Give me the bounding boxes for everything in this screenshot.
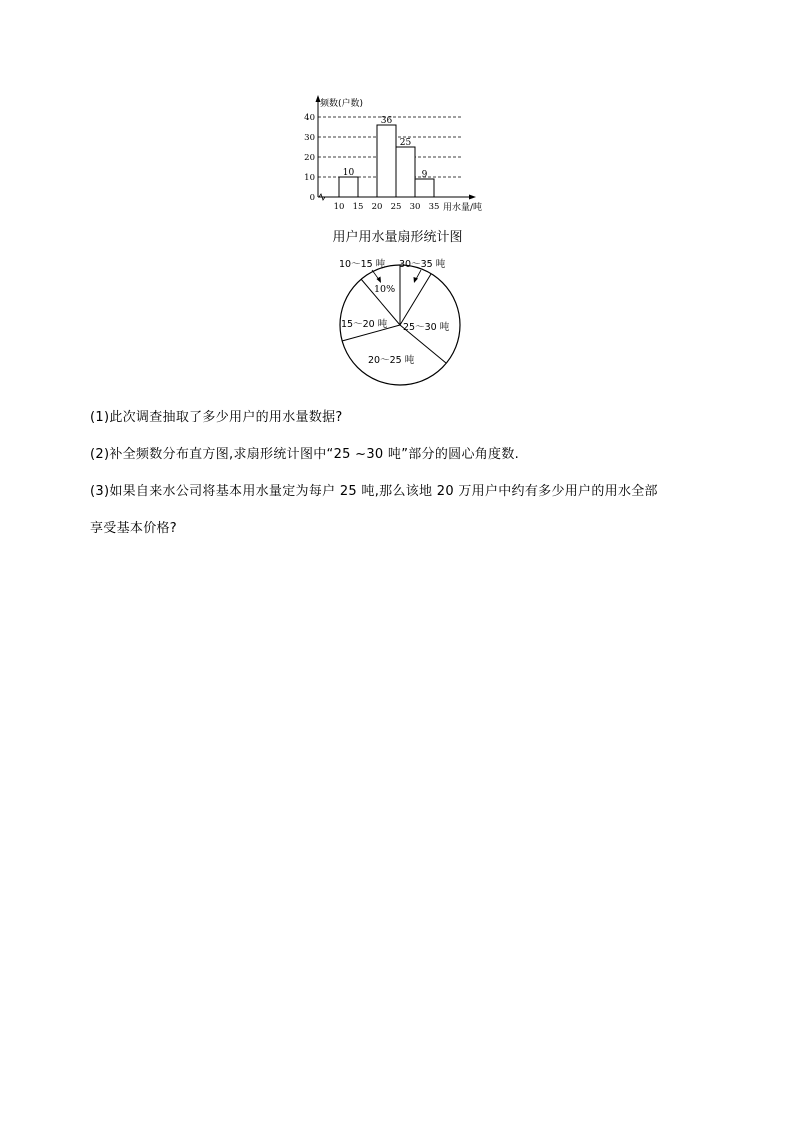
- slice-label-15-20: 15～20 吨: [341, 319, 388, 330]
- slice-label-20-25: 20～25 吨: [368, 355, 415, 366]
- slice-label-30-35: 30～35 吨: [399, 259, 446, 270]
- slice-percent-10-15: 10%: [374, 284, 396, 295]
- x-axis-label: 用水量/吨: [443, 203, 483, 213]
- arrow-head-icon: [414, 277, 419, 283]
- slice-label-10-15: 10～15 吨: [339, 259, 386, 270]
- bar-30-35: [415, 179, 434, 197]
- y-tick-10: 10: [304, 173, 315, 183]
- x-tick-10: 10: [333, 202, 345, 212]
- x-tick-20: 20: [371, 202, 383, 212]
- x-tick-15: 15: [352, 202, 364, 212]
- bar-label-10-15: 10: [342, 168, 355, 178]
- bar-25-30: [396, 147, 415, 197]
- y-tick-0: 0: [309, 193, 315, 203]
- x-tick-25: 25: [390, 202, 402, 212]
- question-1: (1)此次调查抽取了多少用户的用水量数据?: [90, 410, 343, 425]
- pie-divider-30-35-end: [400, 274, 431, 325]
- x-tick-35: 35: [428, 202, 440, 212]
- bar-label-30-35: 9: [421, 170, 428, 180]
- question-3-line-2: 享受基本价格?: [90, 521, 177, 536]
- bar-20-25: [377, 125, 396, 197]
- x-tick-30: 30: [409, 202, 421, 212]
- question-3-line-1: (3)如果自来水公司将基本用水量定为每户 25 吨,那么该地 20 万用户中约有多少用户的用水全部: [90, 484, 658, 499]
- question-2: (2)补全频数分布直方图,求扇形统计图中“25 ~30 吨”部分的圆心角度数.: [90, 447, 520, 462]
- frequency-histogram: [300, 93, 500, 215]
- y-axis-label: 频数(户数): [320, 99, 364, 109]
- slice-label-25-30: 25～30 吨: [403, 322, 450, 333]
- y-tick-40: 40: [304, 113, 315, 123]
- y-tick-30: 30: [304, 133, 315, 143]
- bar-10-15: [339, 177, 358, 197]
- y-tick-labels: [304, 113, 315, 203]
- y-tick-20: 20: [304, 153, 315, 163]
- histogram-bars: [339, 125, 434, 197]
- pie-chart: [325, 253, 475, 393]
- x-tick-labels: [334, 202, 440, 212]
- pie-chart-title: 用户用水量扇形统计图: [332, 230, 463, 245]
- bar-label-20-25: 36: [380, 116, 393, 126]
- bar-label-25-30: 25: [399, 138, 412, 148]
